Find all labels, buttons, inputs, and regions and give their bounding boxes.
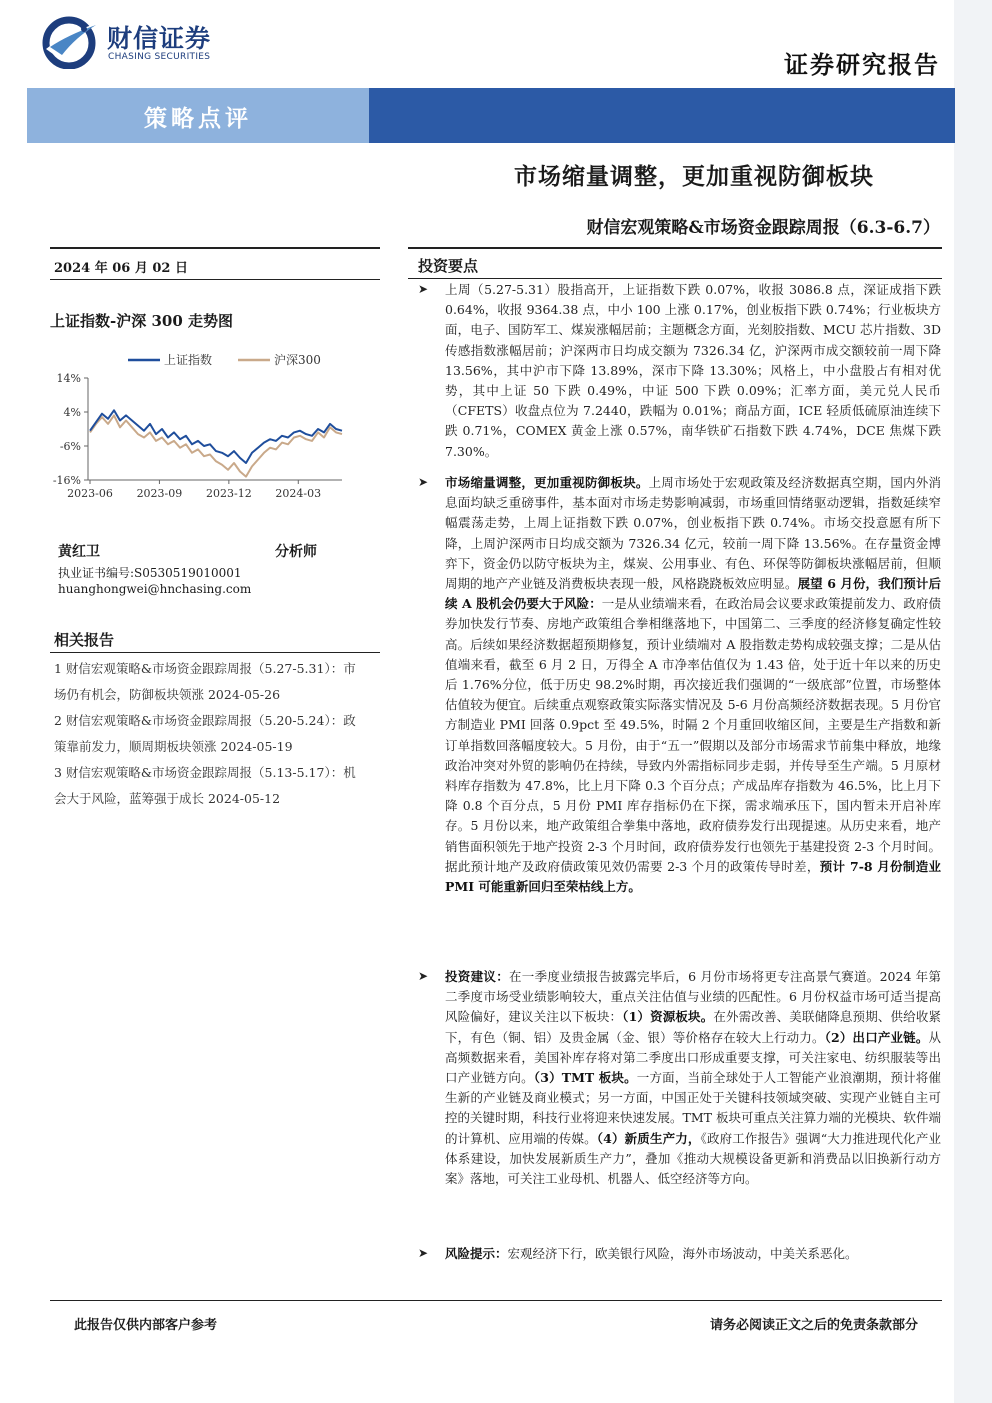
related-title: 相关报告 <box>54 631 115 649</box>
paragraph-market-view <box>445 473 941 897</box>
para-tail: 预计 7-8 月份制造业 PMI 可能重新回归至荣枯线上方。 <box>445 858 942 895</box>
related-report-item[interactable]: 1 财信宏观策略&市场资金跟踪周报（5.27-5.31）：市场仍有机会，防御板块领涨 2024-05-26 <box>54 661 356 702</box>
logo-name-en: CHASING SECURITIES <box>108 52 211 62</box>
para-text: 在一季度业绩报告披露完毕后，6 月份市场将更专注高景气赛道。2024 年第二季度市场受业绩影响较大，重点关注估值与业绩的匹配性。6 月份权益市场可适当提高风险偏好，建议关注以下板块： <box>445 969 941 1025</box>
y-tick-label: 14% <box>56 372 81 385</box>
analyst-name: 黄红卫 <box>58 544 100 560</box>
divider <box>50 652 380 653</box>
logo-emblem-icon <box>40 15 102 69</box>
para-subhead: （1）资源板块。 <box>622 1009 714 1025</box>
para-text: 从高频数据来看，美国补库存将对第二季度出口形成重要支撑，可关注家电、纺织服装等出口产业链方向。 <box>445 1029 941 1086</box>
series-line <box>90 410 342 463</box>
bullet-icon: ➤ <box>418 282 429 296</box>
category-banner <box>27 88 955 143</box>
para-text: 一方面，当前全球处于人工智能产业浪潮期，预计将催生新的产业链及商业模式；另一方面，中国正处于关键科技领域突破、实现产业链自主可控的关键时期，科技行业将迎来快速发展。TMT 板块可重点关注算力端的光模块、软件端的计算机、应用端的传媒。 <box>445 1070 941 1146</box>
report-date: 2024 年 06 月 02 日 <box>54 261 188 276</box>
related-report-item[interactable]: 3 财信宏观策略&市场资金跟踪周报（5.13-5.17）：机会大于风险，蓝筹强于成长 2024-05-12 <box>54 765 356 806</box>
paragraph-risk <box>445 1244 941 1264</box>
para-lead: 风险提示： <box>445 1246 508 1261</box>
divider <box>50 279 380 280</box>
para-subhead: （2）出口产业链。 <box>824 1029 929 1045</box>
bullet-icon: ➤ <box>418 1246 429 1260</box>
points-title: 投资要点 <box>418 257 479 275</box>
footer-right: 请务必阅读正文之后的免责条款部分 <box>709 1318 918 1333</box>
legend-label: 上证指数 <box>164 353 213 367</box>
para-text: 一是从业绩端来看，在政治局会议要求政策提前发力、政府债券加快发行节奏、房地产政策组合拳相继落地下，中国第二、三季度的经济修复确定性较高。后续如果经济数据超预期修复，预计业绩端对 A 股指数走势构成较强支撑；二是从估值端来看，截至 6 月 2 日，万得全 A 市净率估值仅为 1.43 倍，处于近十年以来的历史后 1.76%分位，低于历史 98.2%时期，再次接近我们强调的“一级底部”位置，市场整体估值较为便宜。后续重点观察政策实际落实情况及 5-6 月份高频经济数据表现。5 月份官方制造业 PMI 回落 0.9pct 至 49.5%，时隔 2 个月重回收缩区间，主要是生产指数和新订单指数回落幅度较大。5 月份，由于“五一”假期以及部分市场需求节前集中释放，地缘政治冲突对外贸的影响仍在持续，导致内外需指标同步走弱，并传导至生产端。5 月原材料库存指数为 47.8%，比上月下降 0.3 个百分点；产成品库存指数为 46.5%，比上月下降 0.8 个百分点，5 月份 PMI 库存指标仍在下探，需求端承压下，国内暂未开启补库存。5 月份以来，地产政策组合拳集中落地，政府债券发行出现提速。从历史来看，地产销售面积领先于地产投资 2-3 个月时间，政府债券发行也领先于基建投资 2-3 个月时间。据此预计地产及政府债政策见效仍需要 2-3 个月的政策传导时差， <box>445 596 941 874</box>
chart-section-title: 上证指数-沪深 300 走势图 <box>50 312 233 330</box>
chart-svg <box>50 340 380 510</box>
para-subhead: （3）TMT 板块。 <box>533 1070 637 1086</box>
footer-left: 此报告仅供内部客户参考 <box>74 1318 218 1333</box>
index-trend-chart <box>50 340 380 510</box>
analyst-email[interactable]: huanghongwei@hnchasing.com <box>58 582 252 596</box>
y-tick-label: -6% <box>59 440 81 453</box>
para-text: 宏观经济下行，欧美银行风险，海外市场波动，中美关系恶化。 <box>507 1246 858 1261</box>
company-logo <box>40 15 102 69</box>
series-line <box>90 415 342 476</box>
related-reports-list <box>54 656 370 812</box>
paragraph-weekly-review: 上周（5.27-5.31）股指高开，上证指数下跌 0.07%，收报 3086.8 点，深证成指下跌 0.64%，收报 9364.38 点，中小 100 上涨 0.17%，创业板指下跌 0.74%；行业板块方面，电子、国防军工、煤炭涨幅居前；主题概念方面，光刻胶指数、MCU 芯片指数、3D 传感指数涨幅居前；沪深两市日均成交额为 7326.34 亿，沪深两市成交额较前一周下降 13.56%，其中沪市下降 13.89%，深市下降 13.30%；风格上，中小盘股占有相对优势，其中上证 50 下跌 0.49%，中证 500 下跌 0.09%；汇率方面，美元兑人民币（CFETS）收盘点位为 7.2440，跌幅为 0.01%；商品方面，ICE 轻质低硫原油连续下跌 0.71%，COMEX 黄金上涨 0.57%，南华铁矿石指数下跌 4.74%，DCE 焦煤下跌 7.30%。 <box>445 282 941 459</box>
page-margin-strip <box>954 0 992 1403</box>
x-tick-label: 2023-09 <box>136 487 183 500</box>
footer-divider <box>50 1300 942 1301</box>
x-tick-label: 2023-06 <box>67 487 113 500</box>
y-tick-label: -16% <box>52 474 81 487</box>
para-subhead: （4）新质生产力， <box>596 1130 701 1146</box>
para-text: 《政府工作报告》强调“大力推进现代化产业体系建设，加快发展新质生产力”，叠加《推动大规模设备更新和消费品以旧换新行动方案》落地，可关注工业母机、机器人、低空经济等方向。 <box>445 1130 941 1187</box>
bullet-icon: ➤ <box>418 969 429 983</box>
para-text: 上周市场处于宏观政策及经济数据真空期，国内外消息面均缺乏重磅事件，基本面对市场走势影响减弱，市场重回情绪驱动逻辑，指数延续窄幅震荡走势，上周上证指数下跌 0.07%，创业板指下跌 0.74%。市场交投意愿有所下降，上周沪深两市日均成交额为 7326.34 亿元，较前一周下降 13.56%。在存量资金博弈下，资金仍以防守板块为主，煤炭、公用事业、有色、环保等防御板块涨幅居前，但顺周期的地产产业链及消费板块表现一般，风格跷跷板效应明显。 <box>445 475 941 592</box>
logo-name-cn: 财信证券 <box>107 24 212 53</box>
x-tick-label: 2024-03 <box>275 487 322 500</box>
bullet-icon: ➤ <box>418 475 429 489</box>
divider <box>50 247 380 249</box>
paragraph-investment-advice <box>445 967 941 1189</box>
para-lead: 展望 6 月份，我们预计后续 A 股机会仍要大于风险： <box>445 576 941 612</box>
analyst-cert: 执业证书编号:S0530519010001 <box>58 566 242 580</box>
related-report-item[interactable]: 2 财信宏观策略&市场资金跟踪周报（5.20-5.24）：政策靠前发力，顺周期板块领涨 2024-05-19 <box>54 713 356 754</box>
y-tick-label: 4% <box>63 406 81 419</box>
x-tick-label: 2023-12 <box>205 487 252 500</box>
divider <box>408 278 942 279</box>
report-title: 市场缩量调整，更加重视防御板块 <box>514 163 874 190</box>
para-lead: 投资建议： <box>445 969 509 984</box>
legend-label: 沪深300 <box>274 353 321 367</box>
report-type: 证券研究报告 <box>784 50 940 79</box>
divider <box>408 247 942 249</box>
report-subtitle: 财信宏观策略&市场资金跟踪周报（6.3-6.7） <box>586 218 940 238</box>
para-lead: 市场缩量调整，更加重视防御板块。 <box>445 475 649 490</box>
para-text: 在外需改善、美联储降息预期、供给收紧下，有色（铜、铝）及贵金属（金、银）等价格存在较大上行动力。 <box>445 1009 941 1045</box>
banner-label: 策略点评 <box>144 105 252 132</box>
analyst-role: 分析师 <box>275 544 317 560</box>
